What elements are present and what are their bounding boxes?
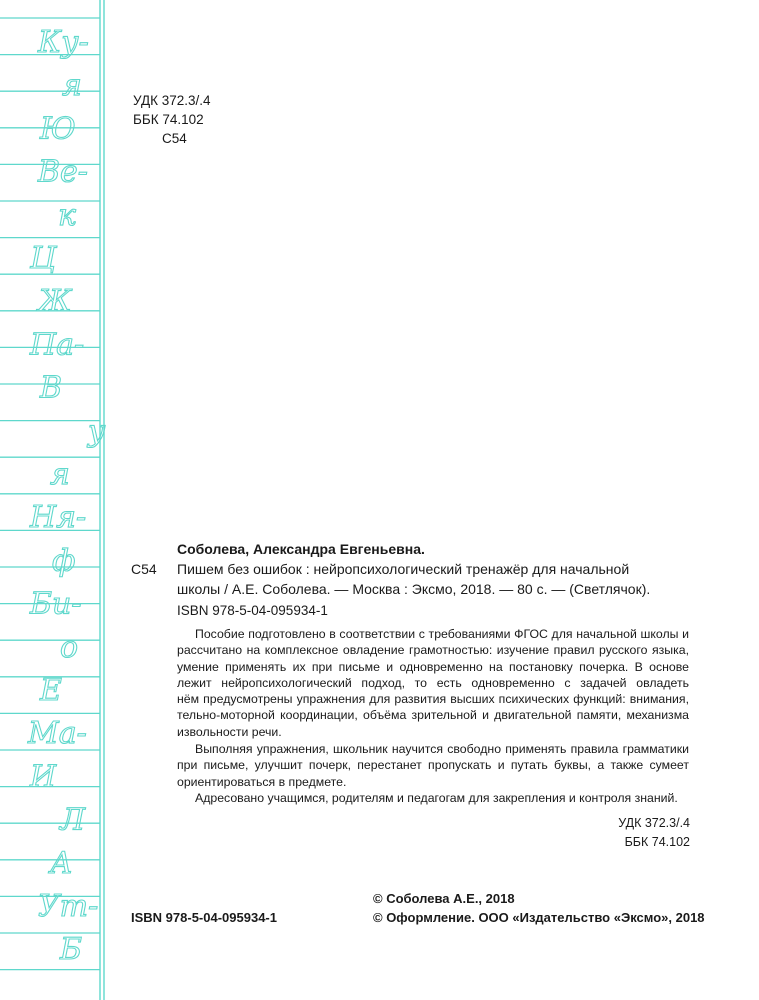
annotation-paragraph-1 (177, 626, 689, 740)
annotation-line: Адресовано учащимся, родителям и педагогам для закрепления и контроля знаний. (195, 791, 678, 805)
annotation-line: лежит нейропсихологический подход, то есть одновременно с задачей овладеть (177, 675, 689, 690)
copybook-letter: я (50, 457, 70, 492)
udk-code: УДК 372.3/.4 (133, 93, 211, 108)
copybook-letter: Ц (30, 241, 57, 276)
copybook-letter: Ня- (30, 500, 87, 536)
copybook-letter: В (40, 370, 63, 406)
copybook-letter: Б (60, 932, 83, 968)
annotation-line: Пособие подготовлено в соответствии с требованиями ФГОС для начальной школы и (195, 627, 689, 641)
copyright-design: © Оформление. ООО «Издательство «Эксмо», 2018 (373, 910, 705, 925)
copybook-letter: Ма- (28, 716, 87, 752)
annotation-line: нём предусмотрены упражнения для развития высших психических функций: внимания, (177, 692, 689, 707)
udk-code-bottom: УДК 372.3/.4 (618, 816, 690, 830)
annotation-paragraph-2 (177, 741, 689, 790)
copybook-letter: А (50, 845, 73, 881)
annotation-paragraph-3 (177, 790, 689, 806)
copybook-letter: Ю (40, 111, 76, 147)
copybook-letter: у (88, 413, 106, 449)
annotation-line: Выполняя упражнения, школьник научится свободно применять правила грамматики (195, 742, 689, 756)
footer-isbn: ISBN 978-5-04-095934-1 (131, 910, 277, 925)
copybook-letter: Е (40, 673, 62, 708)
annotation-line: рассчитано на комплексное овладение грамотностью: изучение правил русского языка, (177, 643, 689, 658)
copybook-letter: Л (60, 802, 86, 838)
copybook-letter: Ут- (38, 889, 99, 924)
annotation-line: извольности речи. (177, 724, 282, 739)
bbk-code-bottom: ББК 74.102 (624, 835, 690, 849)
book-title-line1: Пишем без ошибок : нейропсихологический тренажёр для начальной (177, 561, 630, 577)
copybook-margin-strip (0, 0, 110, 1000)
copybook-letter: Па- (30, 327, 85, 363)
copybook-letter: ф (52, 543, 76, 579)
copyright-author: © Соболева А.Е., 2018 (373, 891, 515, 906)
copybook-letter: И (30, 759, 57, 795)
annotation-line: при письме, улучшит почерк, перестанет пропускать и путать буквы, а также сумеет (177, 758, 689, 773)
annotation-line: умение применять их при письме и одновременно на постановку почерка. В основе (177, 659, 689, 674)
record-isbn: ISBN 978-5-04-095934-1 (177, 603, 328, 618)
copybook-letter: к (58, 197, 76, 233)
annotation-line: тельно-моторной координации, объёма зрительной и двигательной памяти, механизма (177, 708, 689, 723)
record-sign-code: С54 (131, 561, 157, 577)
copybook-letter: Би- (30, 586, 82, 622)
author-name: Соболева, Александра Евгеньевна. (177, 541, 425, 557)
annotation-line: ориентироваться в предмете. (177, 774, 347, 789)
copybook-letter: я (62, 68, 82, 104)
copybook-letter: о (60, 629, 79, 665)
copybook-lines (0, 0, 110, 1000)
author-sign-code: С54 (162, 131, 187, 146)
copybook-letter: Ве- (38, 154, 88, 190)
book-title-line2: школы / А.Е. Соболева. — Москва : Эксмо, 2018. — 80 с. — (Светлячок). (177, 581, 651, 597)
bbk-code: ББК 74.102 (133, 112, 204, 127)
copybook-letter: Ж (38, 284, 72, 320)
copybook-letter: Ку- (38, 25, 89, 60)
